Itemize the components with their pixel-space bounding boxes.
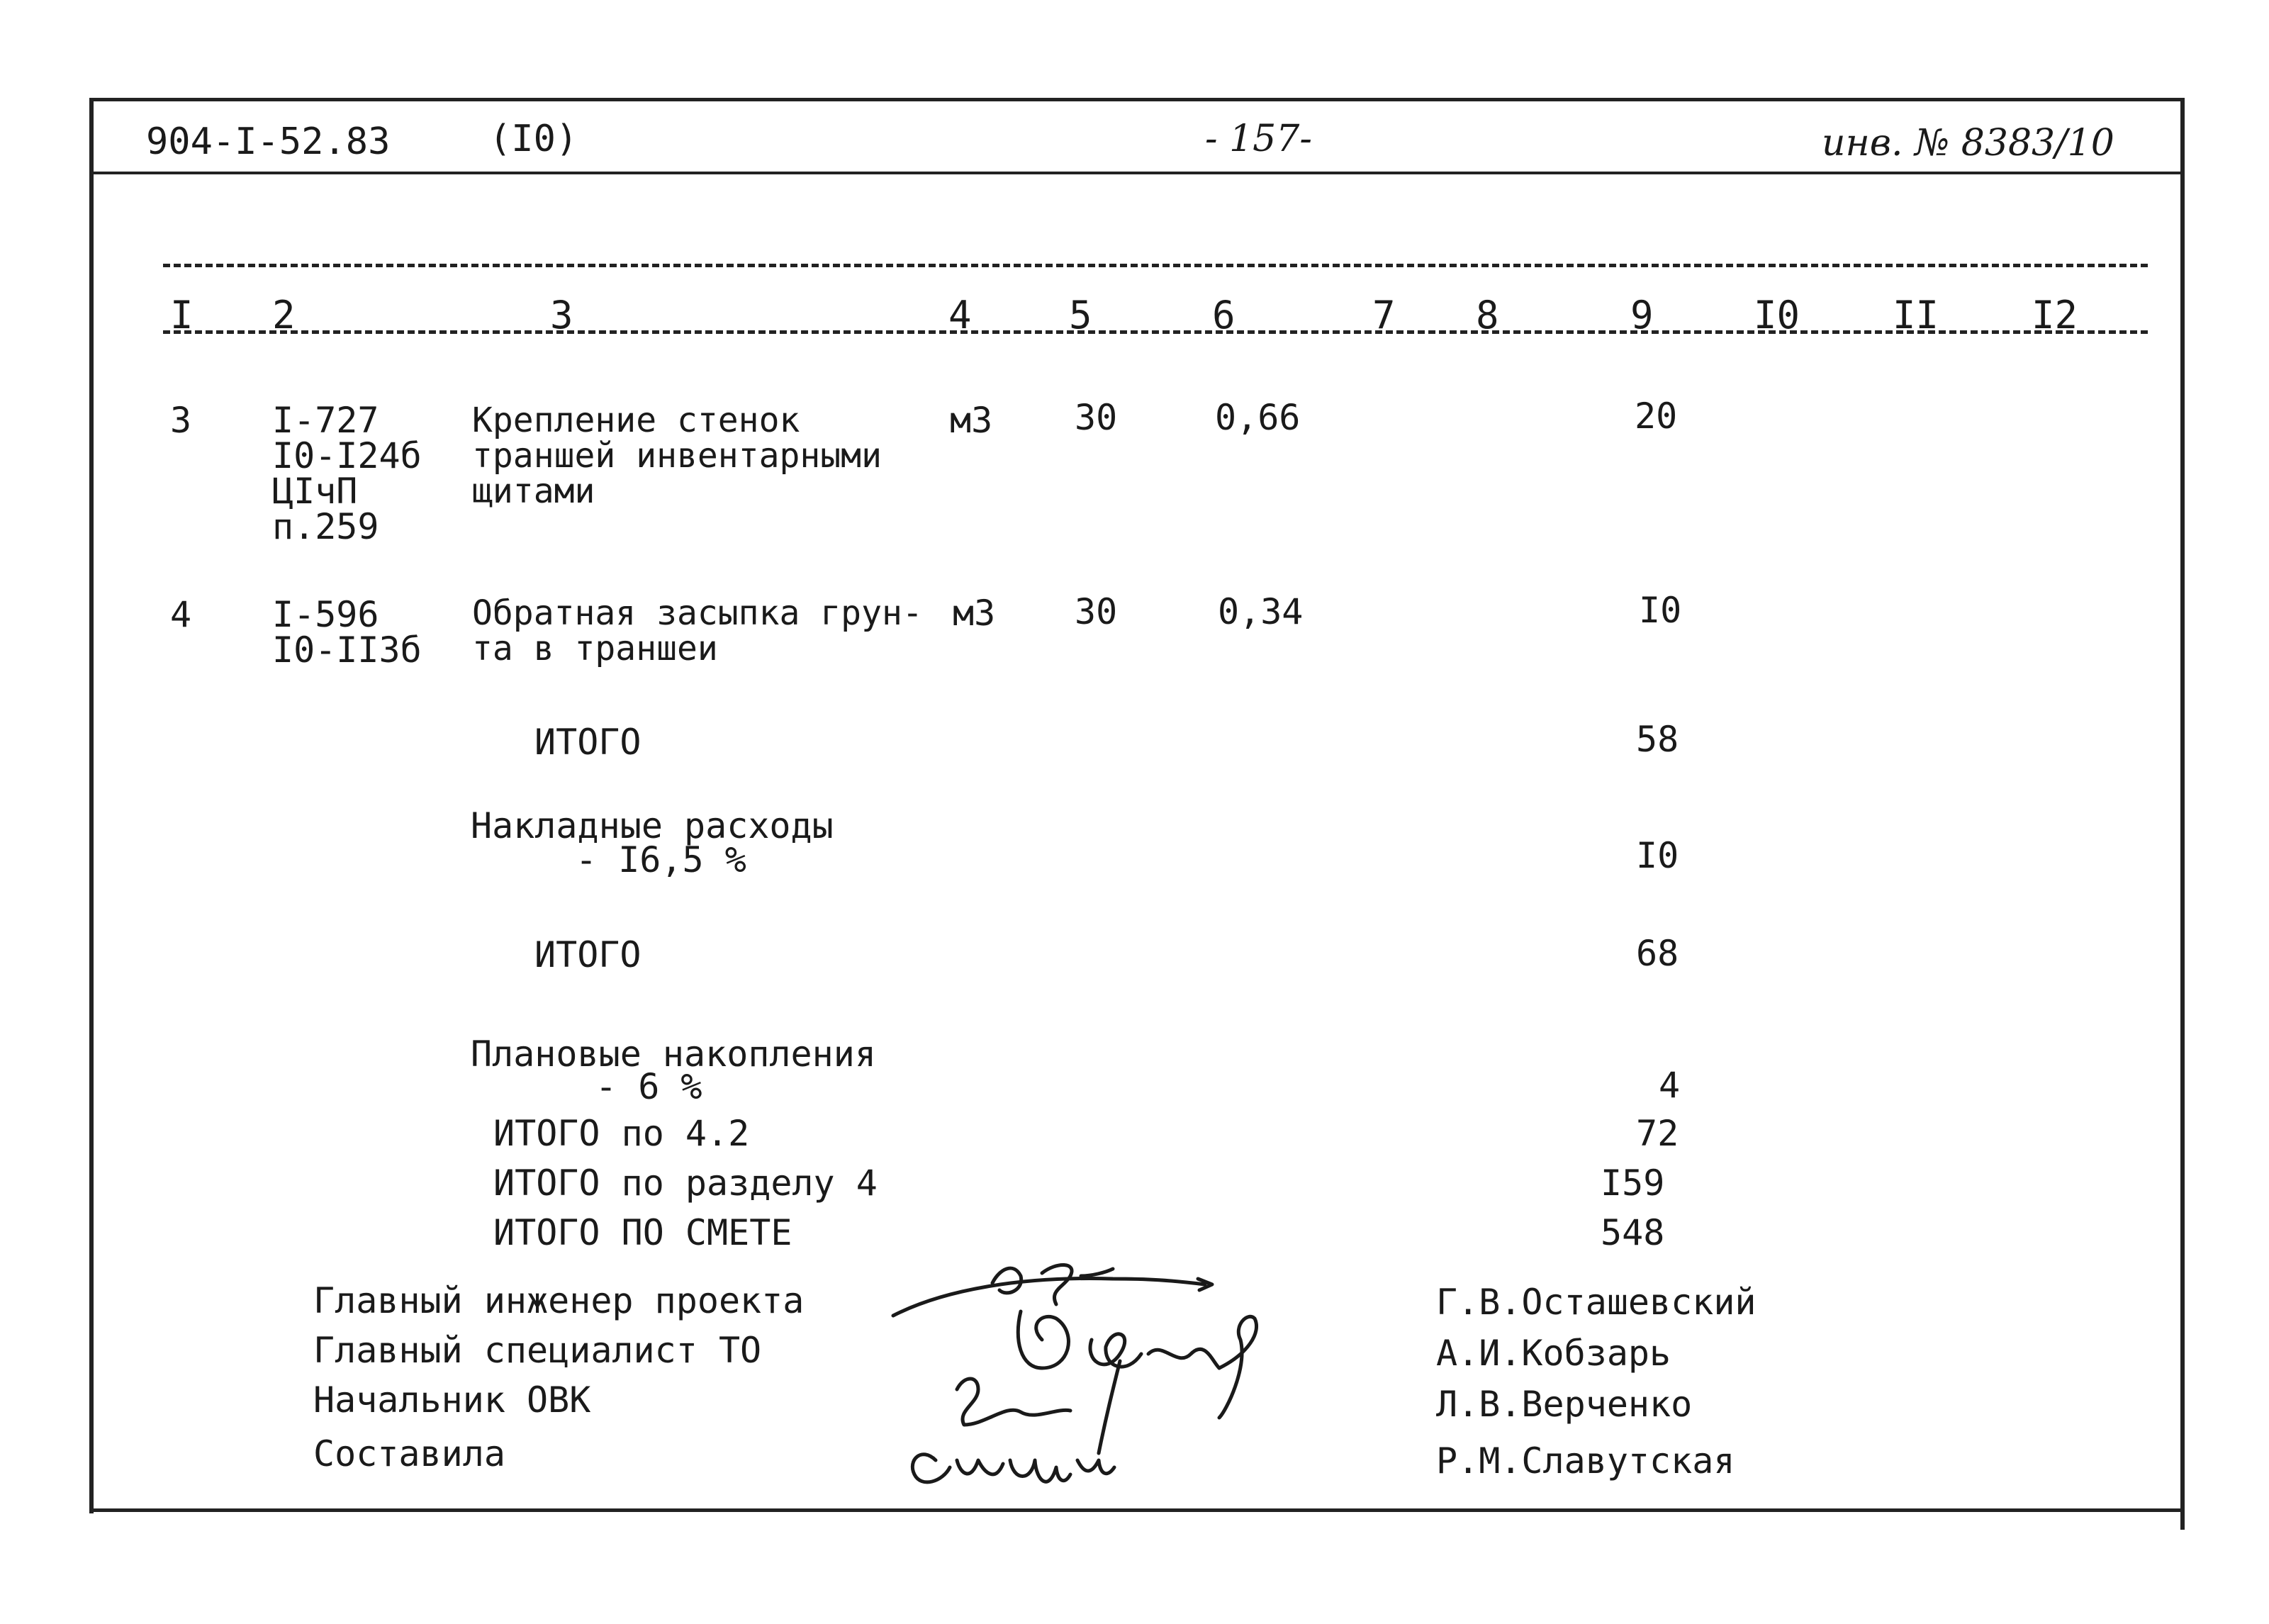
column-number: 2: [272, 293, 296, 337]
signatory-name: А.И.Кобзарь: [1436, 1333, 1671, 1374]
subtotal-label: ИТОГО: [534, 934, 642, 975]
planned-savings-percent: - 6 %: [595, 1066, 702, 1107]
row-rate: 0,34: [1218, 591, 1304, 632]
column-number: 6: [1212, 293, 1236, 337]
column-number: 7: [1372, 293, 1396, 337]
estimate-total-label: ИТОГО ПО СМЕТЕ: [493, 1212, 792, 1253]
row-number: 4: [170, 594, 192, 635]
row-rate: 0,66: [1215, 397, 1301, 438]
dashed-rule-top: [163, 264, 2148, 267]
signatory-role: Главный инженер проекта: [313, 1280, 805, 1321]
subtotal-value: 68: [1636, 933, 1679, 974]
section-total-value: I59: [1601, 1163, 1665, 1204]
row-number: 3: [170, 400, 192, 441]
inventory-number: инв. № 8383/10: [1822, 122, 2114, 164]
column-number: 5: [1069, 293, 1092, 337]
signatory-role: Начальник ОВК: [313, 1379, 591, 1421]
overhead-label: Накладные расходы: [471, 805, 834, 846]
document-code: 904-I-52.83: [146, 121, 391, 163]
header-divider: [91, 172, 2185, 174]
planned-savings-label: Плановые накопления: [471, 1034, 876, 1075]
row-total: 20: [1635, 396, 1678, 437]
signatory-name: Г.В.Осташевский: [1436, 1282, 1757, 1323]
signatory-role: Составила: [313, 1433, 505, 1474]
column-number: 9: [1630, 293, 1654, 337]
column-number: I0: [1754, 293, 1800, 337]
row-description: Обратная засыпка грун- та в траншеи: [472, 593, 923, 668]
dashed-rule-bottom: [163, 330, 2148, 334]
frame-bottom-border: [91, 1508, 2185, 1512]
column-number: 4: [948, 293, 972, 337]
row-code: I-596 I0-II3б: [272, 594, 422, 671]
handwritten-signature-image: [879, 1248, 1304, 1503]
row-code: I-727 I0-I24б ЦIчП п.259: [272, 400, 422, 547]
signatory-role: Главный специалист ТО: [313, 1330, 762, 1371]
row-quantity: 30: [1075, 591, 1118, 632]
estimate-total-value: 548: [1601, 1212, 1665, 1253]
overhead-value: I0: [1636, 835, 1679, 876]
column-number: I: [170, 293, 194, 337]
total-4-2-value: 72: [1636, 1113, 1679, 1154]
row-quantity: 30: [1075, 397, 1118, 438]
column-number: II: [1893, 293, 1939, 337]
planned-savings-value: 4: [1659, 1065, 1681, 1106]
frame-top-border: [91, 98, 2185, 101]
row-unit: м3: [953, 593, 996, 634]
subtotal-label: ИТОГО: [534, 722, 642, 763]
signatory-name: Р.М.Славутская: [1436, 1440, 1735, 1482]
section-number: (I0): [489, 118, 578, 160]
section-total-label: ИТОГО по разделу 4: [493, 1163, 878, 1204]
row-unit: м3: [950, 400, 993, 441]
column-number: I2: [2032, 293, 2078, 337]
column-number: 3: [550, 293, 573, 337]
column-number: 8: [1476, 293, 1499, 337]
frame-right-border: [2180, 98, 2185, 1530]
frame-left-border: [89, 98, 94, 1513]
signatory-name: Л.В.Верченко: [1436, 1384, 1693, 1425]
row-description: Крепление стенок траншей инвентарными щитами: [472, 401, 882, 511]
page-number: - 157-: [1205, 118, 1312, 160]
total-4-2-label: ИТОГО по 4.2: [493, 1113, 750, 1154]
row-total: I0: [1639, 590, 1682, 631]
subtotal-value: 58: [1636, 719, 1679, 760]
overhead-percent: - I6,5 %: [576, 839, 746, 880]
